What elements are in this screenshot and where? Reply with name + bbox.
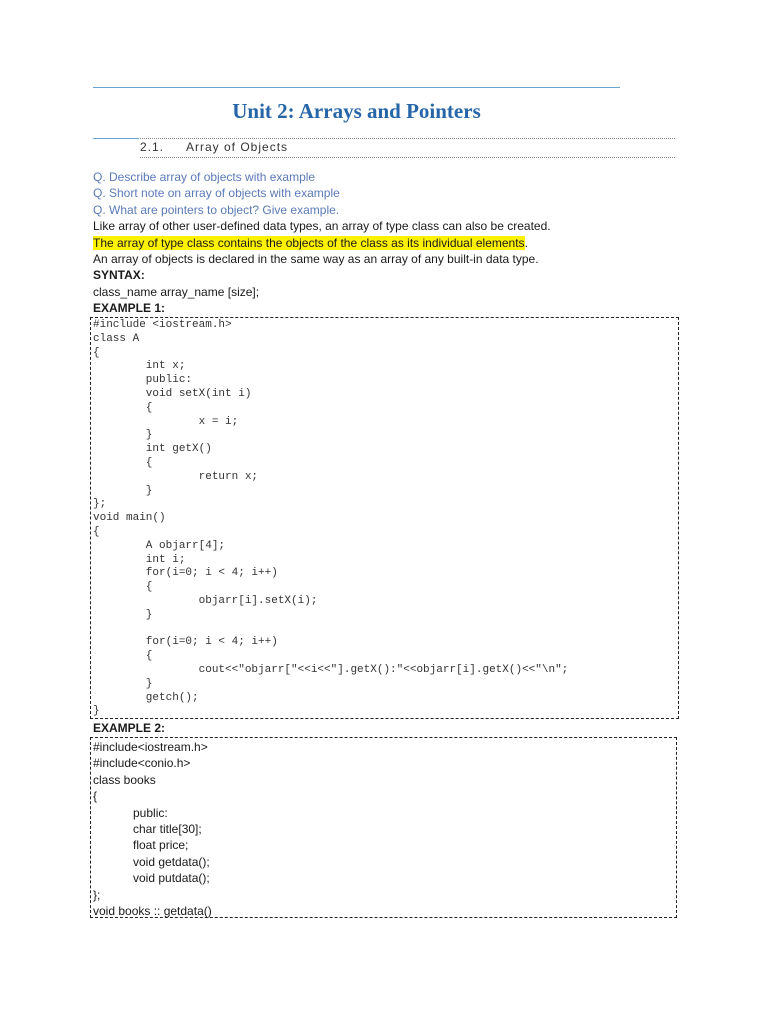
- body-text: [93, 169, 693, 317]
- highlighted-text: The array of type class contains the objects of the class as its individual elements: [93, 235, 525, 250]
- question-3: Q. What are pointers to object? Give example.: [93, 202, 340, 217]
- question-1: Q. Describe array of objects with example: [93, 170, 316, 184]
- example-2-label: EXAMPLE 2:: [93, 721, 166, 735]
- paragraph-1: Like array of other user-defined data types, an array of type class can also be created.: [93, 219, 551, 234]
- example-2-code: #include<iostream.h> #include<conio.h> class books { public: char title[30]; float price; void getdata(); void putdata(); }; void books :: getdata(): [93, 740, 212, 919]
- paragraph-2-end: .: [524, 235, 528, 250]
- paragraph-2: [93, 235, 693, 251]
- question-2: Q. Short note on array of objects with example: [93, 186, 340, 201]
- paragraph-3: An array of objects is declared in the same way as an array of any built-in data type.: [93, 252, 539, 267]
- section-heading: [140, 140, 288, 154]
- section-number: 2.1.: [140, 140, 165, 154]
- example-1-label: EXAMPLE 1:: [93, 301, 166, 316]
- syntax-line: class_name array_name [size];: [93, 284, 260, 299]
- syntax-label: SYNTAX:: [93, 268, 145, 283]
- example-1-code: #include <iostream.h> class A { int x; public: void setX(int i) { x = i; } int getX() { return x; } }; void main() { A objarr[4]; int i; for(i=0; i < 4; i++) { objarr[i].setX(i); } for(i=0; i < 4; i++) { cout<<"objarr["<<i<<"].getX():"<<objarr[i].getX()<<"\n"; } getch(); }: [93, 319, 569, 718]
- page-title: Unit 2: Arrays and Pointers: [232, 99, 481, 123]
- section-title: Array of Objects: [186, 140, 289, 154]
- section-rule-top: [93, 138, 675, 139]
- section-rule-bottom: [140, 157, 675, 158]
- header-rule: [93, 87, 620, 88]
